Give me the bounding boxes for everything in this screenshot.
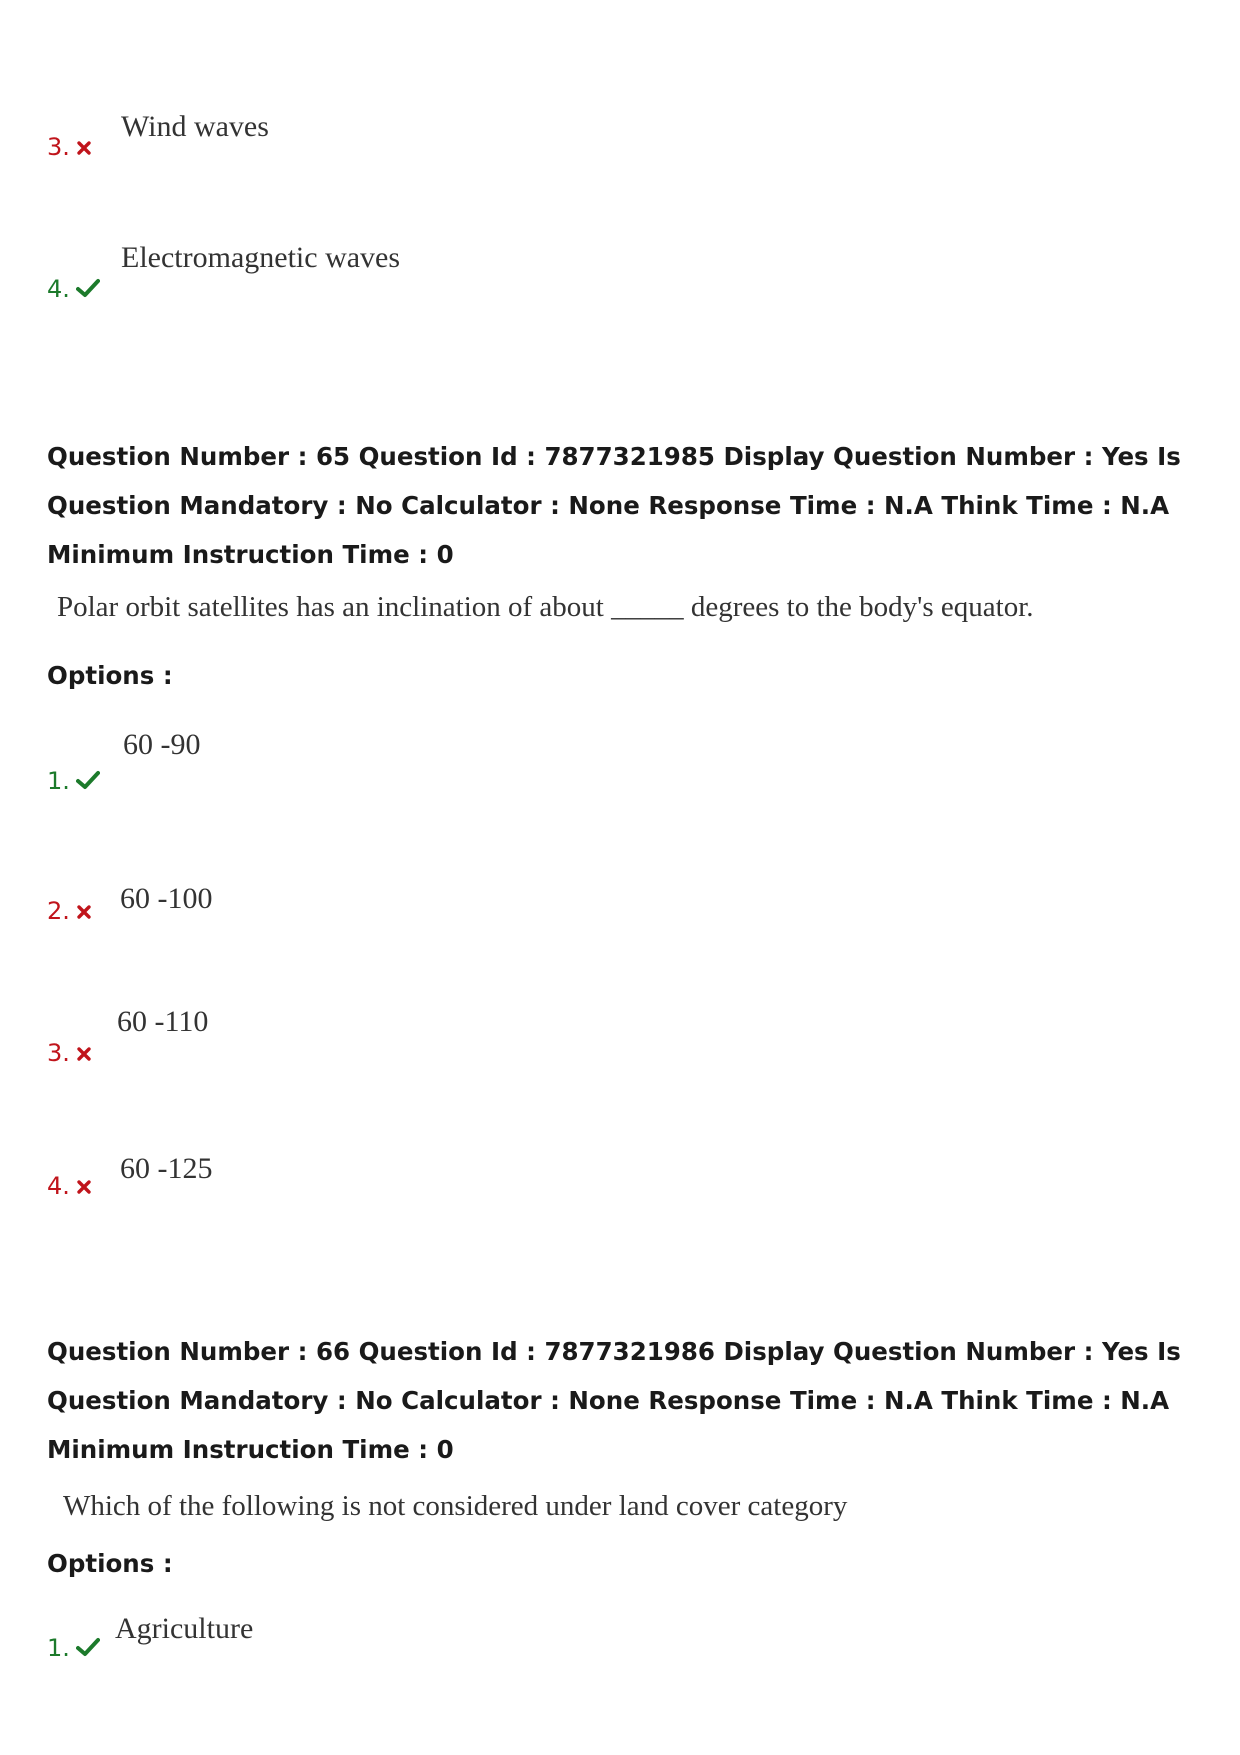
check-icon xyxy=(76,768,100,796)
check-icon xyxy=(76,1635,100,1663)
option-number: 3. xyxy=(47,133,92,162)
question-meta: Question Number : 65 Question Id : 7877321985 Display Question Number : Yes Is Question Mandatory : No Calculator : None Response Time : N.A Think Time : N.A Minimum Instruction Time : 0 xyxy=(47,442,1181,569)
cross-icon xyxy=(76,1173,92,1201)
option-text: Wind waves xyxy=(121,110,269,143)
options-label: Options : xyxy=(47,1549,173,1578)
option-number: 1. xyxy=(47,767,100,796)
cross-icon xyxy=(76,898,92,926)
option-text: 60 -125 xyxy=(120,1152,213,1185)
options-label: Options : xyxy=(47,661,173,690)
option-number: 4. xyxy=(47,1172,92,1201)
option-text: 60 -90 xyxy=(123,728,201,761)
option-number: 2. xyxy=(47,897,92,926)
option-number: 3. xyxy=(47,1039,92,1068)
question-meta: Question Number : 66 Question Id : 7877321986 Display Question Number : Yes Is Question Mandatory : No Calculator : None Response Time : N.A Think Time : N.A Minimum Instruction Time : 0 xyxy=(47,1337,1181,1464)
cross-icon xyxy=(76,1040,92,1068)
option-text: Agriculture xyxy=(115,1612,254,1645)
option-text: 60 -110 xyxy=(117,1005,209,1038)
question-text: Polar orbit satellites has an inclination of about _____ degrees to the body's equator. xyxy=(57,591,1034,623)
cross-icon xyxy=(76,134,92,162)
option-number: 4. xyxy=(47,275,100,304)
option-number: 1. xyxy=(47,1634,100,1663)
option-text: Electromagnetic waves xyxy=(121,241,401,274)
check-icon xyxy=(76,276,100,304)
option-text: 60 -100 xyxy=(120,882,213,915)
question-text: Which of the following is not considered under land cover category xyxy=(63,1490,848,1522)
